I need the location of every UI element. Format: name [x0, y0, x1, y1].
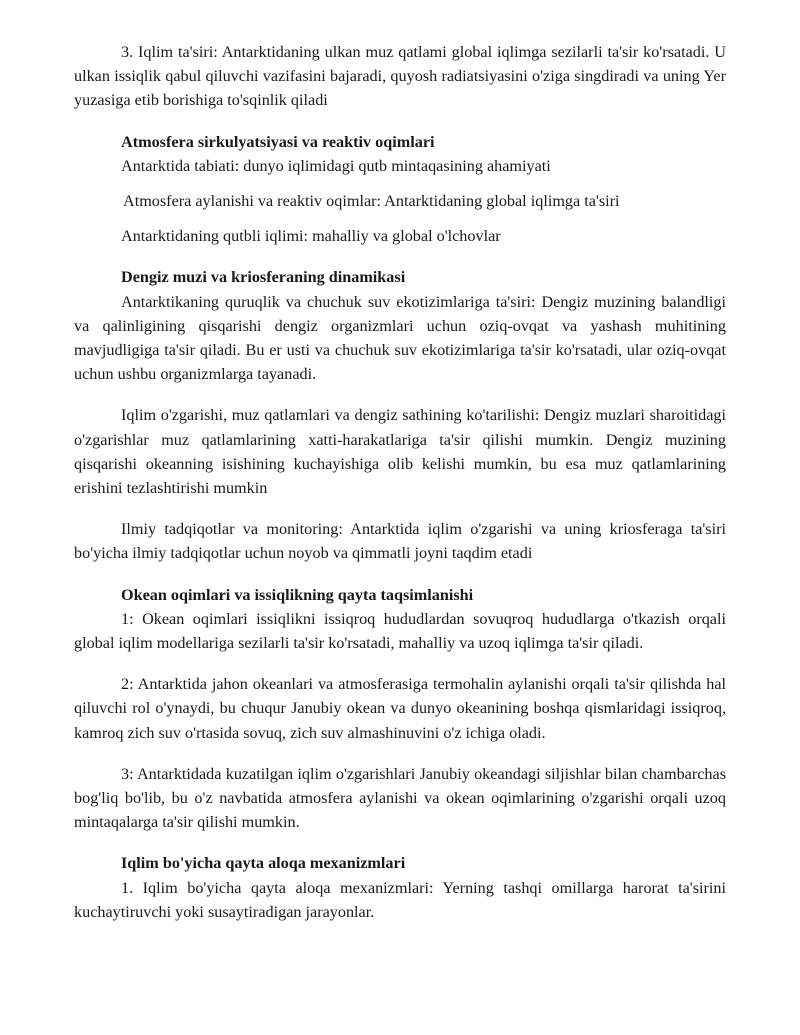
- heading-atmospheric-circulation: Atmosfera sirkulyatsiyasi va reaktiv oqimlari: [121, 132, 435, 151]
- line-atmosphere-jet-streams: Atmosfera aylanishi va reaktiv oqimlar: Antarktidaning global iqlimga ta'siri: [123, 192, 620, 211]
- line-antarctic-nature: Antarktida tabiati: dunyo iqlimidagi qutb mintaqasining ahamiyati: [121, 156, 551, 175]
- paragraph-ocean-point-1: 1: Okean oqimlari issiqlikni issiqroq hududlardan sovuqroq hududlarga o'tkazish orqali global iqlim modellariga sezilarli ta'sir ko'rsatadi, mahalliy va uzoq iqlimga ta'sir qiladi.: [74, 609, 726, 653]
- heading-ocean-currents: Okean oqimlari va issiqlikning qayta taqsimlanishi: [121, 585, 474, 604]
- heading-feedback-mechanisms: Iqlim bo'yicha qayta aloqa mexanizmlari: [121, 854, 406, 873]
- paragraph-ecosystem-impact: Antarktikaning quruqlik va chuchuk suv ekotizimlariga ta'siri: Dengiz muzining balandligi va qalinligining qisqarishi dengiz organizmlari uchun oziq-ovqat va yashash muhitining mavjudligiga ta'sir qiladi. Bu er usti va chuchuk suv ekotizimlariga ta'sir ko'rsatadi, ular oziq-ovqat uchun ushbu organizmlarga tayanadi.: [74, 292, 726, 384]
- paragraph-research-monitoring: Ilmiy tadqiqotlar va monitoring: Antarktida iqlim o'zgarishi va uning kriosferaga ta'siri bo'yicha ilmiy tadqiqotlar uchun noyob va qimmatli joyni taqdim etadi: [74, 520, 726, 563]
- heading-sea-ice-cryosphere: Dengiz muzi va kriosferaning dinamikasi: [121, 268, 406, 287]
- line-polar-climate: Antarktidaning qutbli iqlimi: mahalliy va global o'lchovlar: [121, 227, 501, 246]
- paragraph-feedback-point-1: 1. Iqlim bo'yicha qayta aloqa mexanizmlari: Yerning tashqi omillarga harorat ta'sirini kuchaytiruvchi yoki susaytiradigan jarayonlar.: [74, 878, 726, 921]
- paragraph-ocean-point-3: 3: Antarktidada kuzatilgan iqlim o'zgarishlari Janubiy okeandagi siljishlar bilan chambarchas bog'liq bo'lib, bu o'z navbatida atmosfera aylanishi va okean oqimlarining o'zgarishi orqali uzoq mintaqalarga ta'sir qilishi mumkin.: [74, 764, 726, 832]
- paragraph-ocean-point-2: 2: Antarktida jahon okeanlari va atmosferasiga termohalin aylanishi orqali ta'sir qilishda hal qiluvchi rol o'ynaydi, bu chuqur Janubiy okean va dunyo okeanining boshqa qismlaridagi issiqroq, kamroq zich suv o'rtasida sovuq, zich suv almashinuvini o'z ichiga oladi.: [74, 675, 726, 742]
- paragraph-climate-impact: 3. Iqlim ta'siri: Antarktidaning ulkan muz qatlami global iqlimga sezilarli ta'sir ko'rsatadi. U ulkan issiqlik qabul qiluvchi vazifasini bajaradi, quyosh radiatsiyasini o'ziga singdiradi va uning Yer yuzasiga etib borishiga to'sqinlik qiladi: [74, 43, 726, 110]
- document-page: [74, 40, 726, 924]
- paragraph-sea-level-rise: Iqlim o'zgarishi, muz qatlamlari va dengiz sathining ko'tarilishi: Dengiz muzlari sharoitidagi o'zgarishlar muz qatlamlarining xatti-harakatlariga ta'sir qilishi mumkin. Dengiz muzining qisqarishi okeanning isishining kuchayishiga olib kelishi mumkin, bu esa muz qatlamlarining erishini tezlashtirishi mumkin: [74, 406, 726, 498]
